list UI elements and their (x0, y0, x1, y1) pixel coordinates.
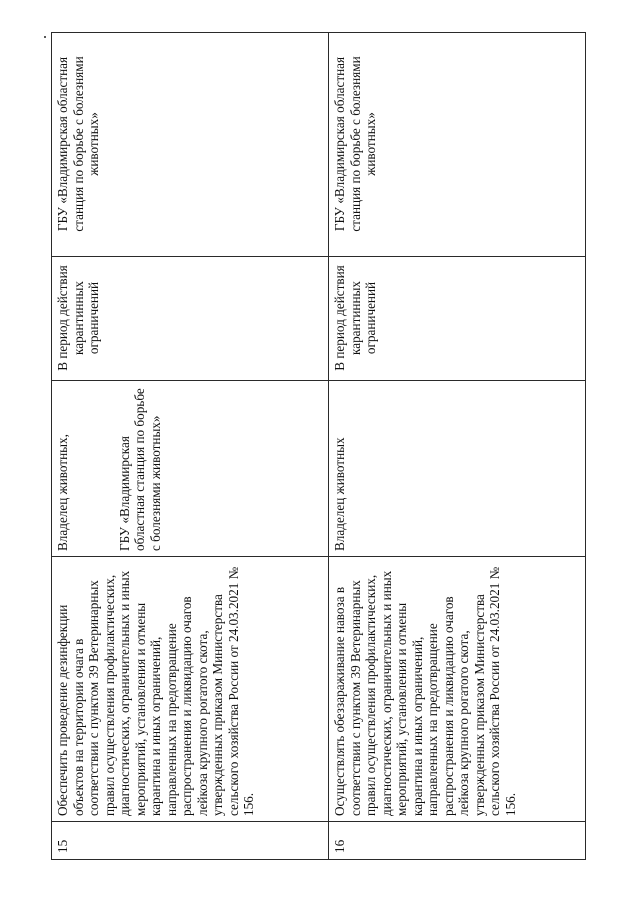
table-row (329, 33, 586, 860)
rotated-table-wrapper (51, 33, 586, 860)
row-number: 15 (52, 822, 329, 860)
measure-cell: Осуществлять обеззараживание навоза в соответствии с пунктом 39 Ветеринарных правил осуществления профилактических, диагностических, ограничительных и иных мероприятий, установления и отмены карантина и иных ограничений, направленных на предотвращение распространения и ликвидацию очагов лейкоза крупного рогатого скота, утвержденных приказом Министерства сельского хозяйства России от 24.03.2021 № 156. (329, 557, 586, 822)
row-number: 16 (329, 822, 586, 860)
measures-table (51, 32, 586, 860)
table-row (52, 33, 329, 860)
responsible-cell: ГБУ «Владимирская областная станция по борьбе с болезнями животных» (52, 33, 329, 257)
measure-cell: Обеспечить проведение дезинфекции объектов на территории очага в соответствии с пунктом 39 Ветеринарных правил осуществления профилактических, диагностических, ограничительных и иных мероприятий, установления и отмены карантина и иных ограничений, направленных на предотвращение распространения и ликвидацию очагов лейкоза крупного рогатого скота, утвержденных приказом Министерства сельского хозяйства России от 24.03.2021 № 156. (52, 557, 329, 822)
executor-owner: Владелец животных (332, 437, 348, 551)
scan-speck (44, 36, 46, 38)
term-cell: В период действия карантинных ограничений (52, 257, 329, 381)
executor-cell (52, 381, 329, 557)
executor-owner: Владелец животных, (55, 434, 70, 551)
executor-station: ГБУ «Владимирская областная станция по борьбе с болезнями животных» (116, 388, 163, 551)
executor-cell (329, 381, 586, 557)
responsible-cell: ГБУ «Владимирская областная станция по борьбе с болезнями животных» (329, 33, 586, 257)
term-cell: В период действия карантинных ограничений (329, 257, 586, 381)
